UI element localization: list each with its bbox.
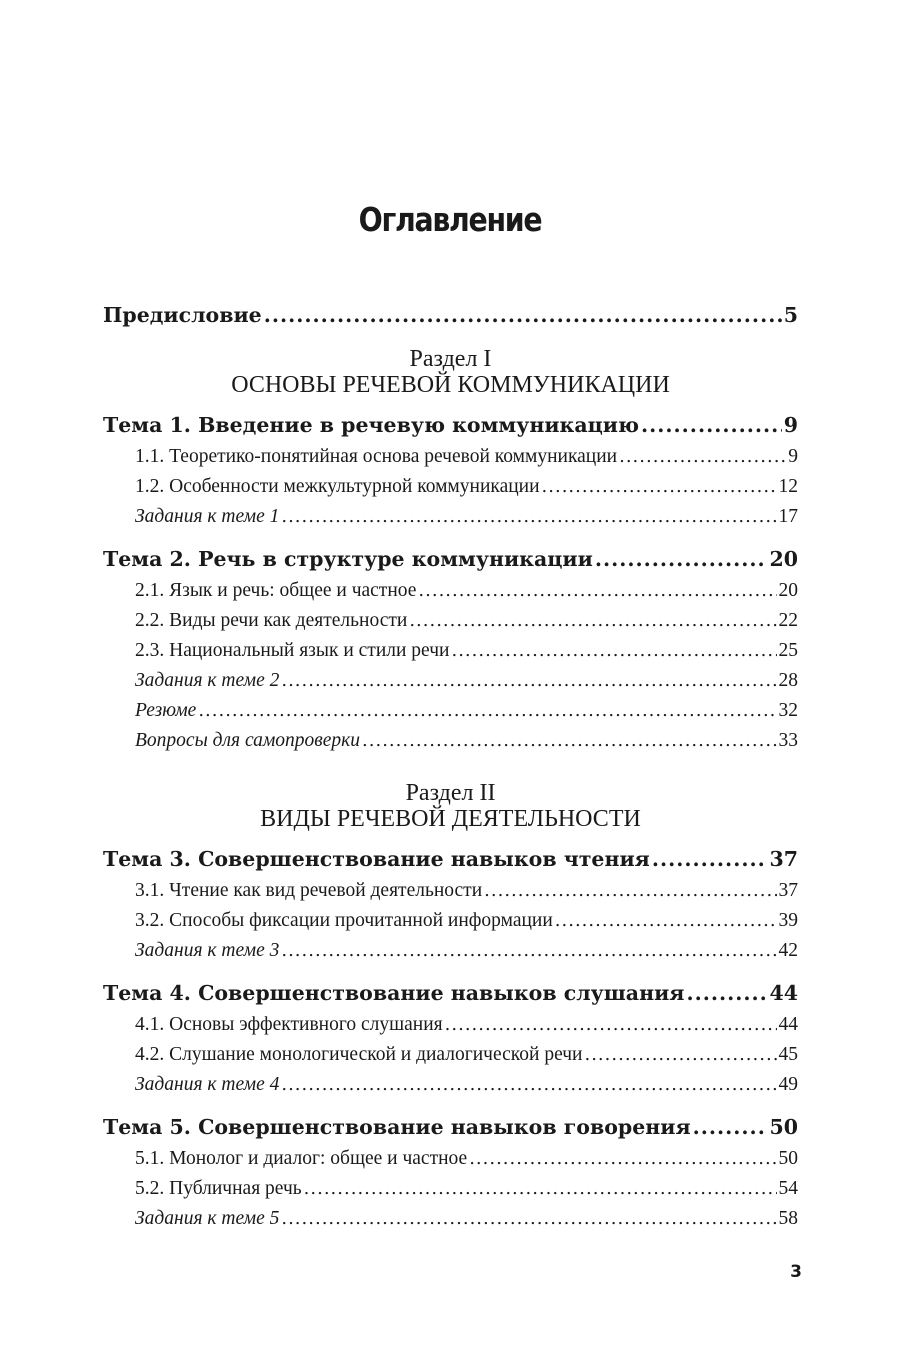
toc-entry-label: Задания к теме 3 [135,940,280,961]
toc-subentry[interactable] [103,876,798,906]
toc-entry-preface[interactable] [103,298,798,332]
toc-entry-page: 45 [778,1044,798,1065]
dot-leader [198,696,776,726]
toc-entry-label: 5.2. Публичная речь [135,1178,302,1199]
table-of-contents [103,298,798,1234]
toc-entry-page: 44 [769,981,798,1005]
toc-subentry[interactable] [103,1040,798,1070]
section-heading [103,780,798,832]
dot-leader [281,666,776,696]
toc-entry-page: 12 [778,476,798,497]
toc-entry-label: 2.1. Язык и речь: общее и частное [135,580,417,601]
toc-entry-page: 9 [788,446,798,467]
dot-leader [619,442,786,472]
toc-entry-label: Резюме [135,700,197,721]
dot-leader [686,976,767,1010]
toc-topic[interactable] [103,542,798,576]
dot-leader [652,842,768,876]
toc-entry-page: 37 [778,880,798,901]
dot-leader [409,606,776,636]
toc-entry-page: 32 [778,700,798,721]
toc-subentry[interactable] [103,726,798,756]
toc-entry-label: 4.1. Основы эффективного слушания [135,1014,443,1035]
toc-entry-label: Задания к теме 5 [135,1208,280,1229]
section-name: ВИДЫ РЕЧЕВОЙ ДЕЯТЕЛЬНОСТИ [260,806,641,832]
toc-topic[interactable] [103,408,798,442]
toc-entry-page: 49 [778,1074,798,1095]
toc-entry-label: Тема 1. Введение в речевую коммуникацию [103,413,639,437]
toc-entry-label: Тема 2. Речь в структуре коммуникации [103,547,593,571]
section-number: Раздел II [405,780,496,806]
dot-leader [281,1204,776,1234]
toc-entry-page: 39 [778,910,798,931]
toc-entry-label: Тема 3. Совершенствование навыков чтения [103,847,650,871]
dot-leader [595,542,768,576]
toc-entry-page: 17 [778,506,798,527]
dot-leader [584,1040,776,1070]
toc-topic[interactable] [103,976,798,1010]
toc-entry-label: 2.2. Виды речи как деятельности [135,610,408,631]
toc-subentry[interactable] [103,1174,798,1204]
page-number: 3 [790,1262,802,1282]
dot-leader [418,576,776,606]
toc-entry-label: 2.3. Национальный язык и стили речи [135,640,450,661]
toc-subentry[interactable] [103,636,798,666]
toc-entry-label: Задания к теме 4 [135,1074,280,1095]
page-title: Оглавление [358,200,542,239]
toc-entry-label: Тема 4. Совершенствование навыков слушания [103,981,685,1005]
toc-entry-page: 22 [778,610,798,631]
toc-entry-label: 4.2. Слушание монологической и диалогической речи [135,1044,583,1065]
toc-entry-page: 20 [769,547,798,571]
dot-leader [304,1174,777,1204]
toc-subentry[interactable] [103,936,798,966]
dot-leader [469,1144,776,1174]
toc-entry-label: Тема 5. Совершенствование навыков говорения [103,1115,691,1139]
dot-leader [281,936,776,966]
toc-entry-page: 42 [778,940,798,961]
toc-entry-page: 5 [783,303,798,327]
toc-subentry[interactable] [103,696,798,726]
dot-leader [542,472,777,502]
dot-leader [264,298,782,332]
toc-subentry[interactable] [103,442,798,472]
toc-entry-page: 54 [778,1178,798,1199]
toc-entry-label: Задания к теме 1 [135,506,280,527]
dot-leader [281,502,776,532]
dot-leader [445,1010,777,1040]
toc-entry-page: 58 [778,1208,798,1229]
dot-leader [484,876,776,906]
toc-subentry[interactable] [103,1070,798,1100]
toc-entry-page: 9 [783,413,798,437]
toc-entry-page: 37 [769,847,798,871]
toc-entry-label: 1.2. Особенности межкультурной коммуникации [135,476,540,497]
toc-subentry[interactable] [103,606,798,636]
toc-subentry[interactable] [103,1010,798,1040]
toc-entry-page: 44 [778,1014,798,1035]
toc-entry-label: 3.1. Чтение как вид речевой деятельности [135,880,483,901]
toc-entry-label: 1.1. Теоретико-понятийная основа речевой коммуникации [135,446,618,467]
toc-topic[interactable] [103,842,798,876]
dot-leader [641,408,782,442]
toc-entry-label: Вопросы для самопроверки [135,730,361,751]
toc-subentry[interactable] [103,1144,798,1174]
toc-entry-page: 20 [778,580,798,601]
dot-leader [362,726,776,756]
toc-subentry[interactable] [103,502,798,532]
toc-subentry[interactable] [103,666,798,696]
section-number: Раздел I [409,346,492,372]
dot-leader [281,1070,776,1100]
dot-leader [555,906,777,936]
toc-entry-page: 28 [778,670,798,691]
toc-topic[interactable] [103,1110,798,1144]
toc-entry-label: Предисловие [103,303,262,327]
toc-subentry[interactable] [103,1204,798,1234]
toc-subentry[interactable] [103,472,798,502]
section-name: ОСНОВЫ РЕЧЕВОЙ КОММУНИКАЦИИ [231,372,670,398]
toc-entry-page: 25 [778,640,798,661]
toc-entry-label: Задания к теме 2 [135,670,280,691]
section-heading [103,346,798,398]
dot-leader [451,636,776,666]
toc-entry-page: 50 [778,1148,798,1169]
toc-subentry[interactable] [103,576,798,606]
toc-entry-label: 5.1. Монолог и диалог: общее и частное [135,1148,468,1169]
toc-entry-page: 33 [778,730,798,751]
toc-subentry[interactable] [103,906,798,936]
toc-entry-label: 3.2. Способы фиксации прочитанной информации [135,910,553,931]
toc-entry-page: 50 [769,1115,798,1139]
dot-leader [693,1110,768,1144]
